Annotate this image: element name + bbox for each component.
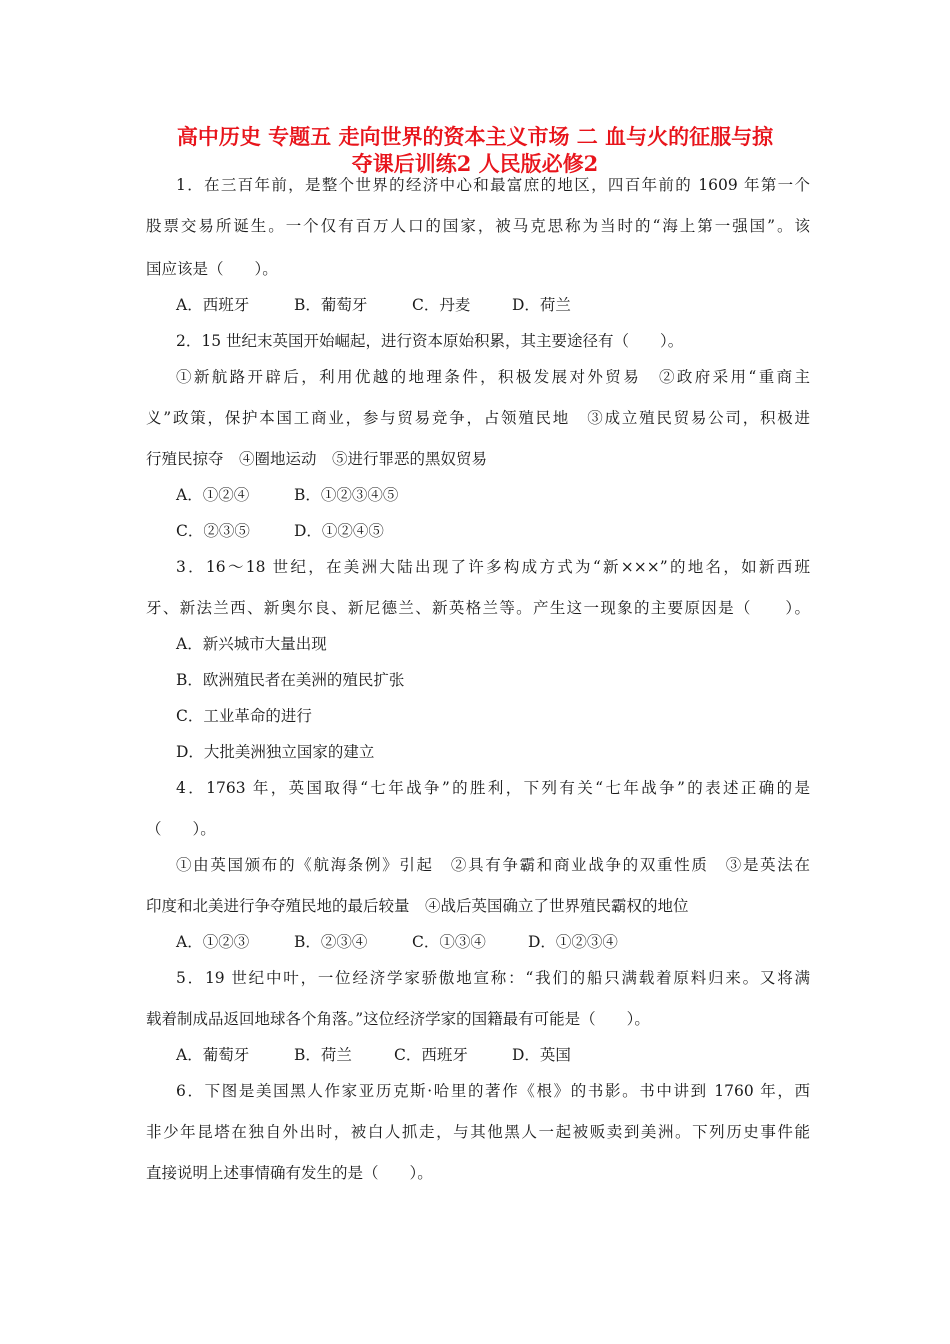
q4-option-c: C．①③④ [412,933,486,951]
q2-stem-line-4: 行殖民掠夺 ④圈地运动 ⑤进行罪恶的黑奴贸易 [146,450,488,468]
q5-stem-line-1: 5．19 世纪中叶，一位经济学家骄傲地宣称：“我们的船只满载着原料归来。又将满 [176,969,810,987]
q6-stem-line-2: 非少年昆塔在独自外出时，被白人抓走，与其他黑人一起被贩卖到美洲。下列历史事件能 [146,1123,810,1141]
q4-stem-line-3: ①由英国颁布的《航海条例》引起 ②具有争霸和商业战争的双重性质 ③是英法在 [176,856,810,874]
q4-option-a: A．①②③ [176,933,250,951]
q4-option-b: B．②③④ [294,933,368,951]
q3-stem-line-1: 3．16～18 世纪，在美洲大陆出现了许多构成方式为“新×××”的地名，如新西班 [176,558,810,576]
q2-option-d: D．①②④⑤ [294,522,384,540]
q1-option-d: D．荷兰 [512,296,571,314]
q1-option-a: A．西班牙 [176,296,250,314]
q1-stem-line-3: 国应该是（ ）。 [146,260,278,278]
q2-option-c: C．②③⑤ [176,522,250,540]
q2-option-b: B．①②③④⑤ [294,486,399,504]
q4-option-d: D．①②③④ [528,933,618,951]
q1-stem-line-2: 股票交易所诞生。一个仅有百万人口的国家，被马克思称为当时的“海上第一强国”。该 [146,217,810,235]
q5-stem-line-2: 载着制成品返回地球各个角落。”这位经济学家的国籍最有可能是（ ）。 [146,1010,650,1028]
q2-stem-line-1: 2．15 世纪末英国开始崛起，进行资本原始积累，其主要途径有（ ）。 [176,332,684,350]
q3-option-b: B．欧洲殖民者在美洲的殖民扩张 [176,671,405,689]
q1-option-b: B．葡萄牙 [294,296,368,314]
q3-option-c: C．工业革命的进行 [176,707,312,725]
q4-stem-line-4: 印度和北美进行争夺殖民地的最后较量 ④战后英国确立了世界殖民霸权的地位 [146,897,689,915]
q5-option-c: C．西班牙 [394,1046,468,1064]
document-title-line-2: 夺课后训练2 人民版必修2 [351,151,599,176]
q6-stem-line-1: 6．下图是美国黑人作家亚历克斯·哈里的著作《根》的书影。书中讲到 1760 年，西 [176,1082,810,1100]
q4-stem-line-2: （ ）。 [146,820,216,838]
q4-stem-line-1: 4．1763 年，英国取得“七年战争”的胜利，下列有关“七年战争”的表述正确的是 [176,779,810,797]
q5-option-b: B．荷兰 [294,1046,352,1064]
q2-option-a: A．①②④ [176,486,250,504]
document-title-line-1: 高中历史 专题五 走向世界的资本主义市场 二 血与火的征服与掠 [176,124,774,149]
q3-stem-line-2: 牙、新法兰西、新奥尔良、新尼德兰、新英格兰等。产生这一现象的主要原因是（ ）。 [146,599,810,617]
q1-option-c: C．丹麦 [412,296,471,314]
q3-option-a: A．新兴城市大量出现 [176,635,327,653]
q2-stem-line-2: ①新航路开辟后，利用优越的地理条件，积极发展对外贸易 ②政府采用“重商主 [176,368,810,386]
q5-option-a: A．葡萄牙 [176,1046,250,1064]
q3-option-d: D．大批美洲独立国家的建立 [176,743,375,761]
q5-option-d: D．英国 [512,1046,571,1064]
q6-stem-line-3: 直接说明上述事情确有发生的是（ ）。 [146,1164,433,1182]
q1-stem-line-1: 1．在三百年前，是整个世界的经济中心和最富庶的地区，四百年前的 1609 年第一个 [176,176,810,194]
q2-stem-line-3: 义”政策，保护本国工商业，参与贸易竞争，占领殖民地 ③成立殖民贸易公司，积极进 [146,409,810,427]
